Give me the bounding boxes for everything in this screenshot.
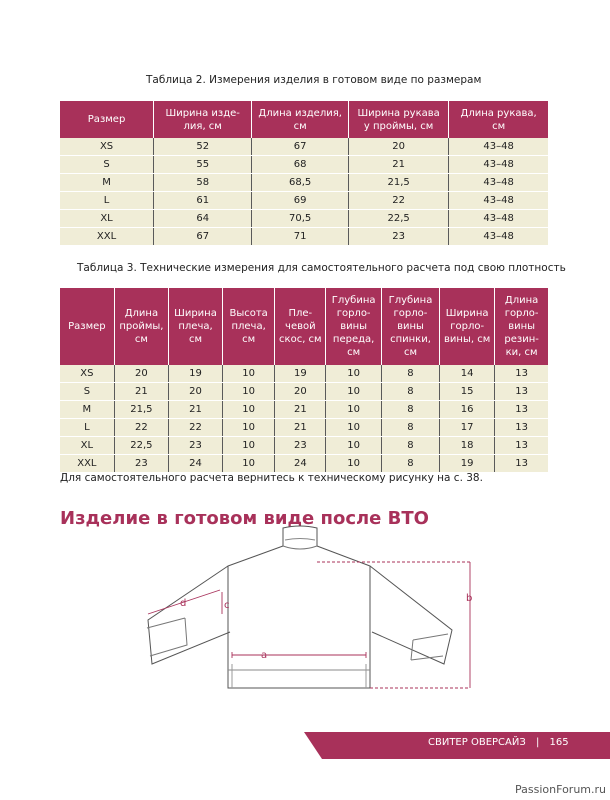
table2-cell: 43–48: [449, 156, 548, 174]
table2-cell: 23: [349, 228, 449, 246]
table3-cell: 21: [114, 383, 168, 401]
table3-cell: 17: [440, 419, 495, 437]
table2-cell: 43–48: [449, 138, 548, 156]
section-heading: Изделие в готовом виде после ВТО: [60, 508, 429, 529]
table2-cell: 67: [252, 138, 349, 156]
table3-cell: 13: [495, 437, 548, 455]
table3-cell: 10: [222, 455, 274, 473]
table2-cell: 68,5: [252, 174, 349, 192]
table3-header-cell: Глубина горло- вины переда, см: [326, 288, 382, 365]
table2-cell: M: [60, 174, 154, 192]
table2-header-cell: Размер: [60, 101, 154, 138]
table3-cell: 21: [169, 401, 223, 419]
table3-cell: 13: [495, 455, 548, 473]
footer-page-number: 165: [549, 737, 569, 748]
table3-header-cell: Длина горло- вины резин- ки, см: [495, 288, 548, 365]
table3-cell: 8: [381, 365, 439, 383]
table2-header-cell: Длина изделия, см: [252, 101, 349, 138]
footer-text: [428, 737, 569, 748]
watermark: PassionForum.ru: [515, 783, 606, 796]
footer-separator: |: [535, 737, 540, 748]
right-sleeve-outline: [370, 566, 452, 664]
table3-cell: 8: [381, 455, 439, 473]
table2-cell: 58: [154, 174, 252, 192]
table3-cell: 10: [222, 401, 274, 419]
table2-header-cell: Ширина рукава у проймы, см: [349, 101, 449, 138]
table3-cell: 13: [495, 419, 548, 437]
table3-cell: M: [60, 401, 114, 419]
table3-cell: 20: [275, 383, 326, 401]
collar-shape: [283, 526, 317, 546]
table2-cell: 70,5: [252, 210, 349, 228]
table2-cell: 67: [154, 228, 252, 246]
table2-cell: 52: [154, 138, 252, 156]
table2-cell: 22: [349, 192, 449, 210]
table3-cell: 8: [381, 383, 439, 401]
table3-cell: 13: [495, 383, 548, 401]
table2-cell: XXL: [60, 228, 154, 246]
table3-cell: 8: [381, 419, 439, 437]
table3-cell: 10: [326, 383, 382, 401]
table3-cell: XL: [60, 437, 114, 455]
table2-cell: 68: [252, 156, 349, 174]
table2-cell: XL: [60, 210, 154, 228]
table2-cell: 69: [252, 192, 349, 210]
table3-cell: 20: [169, 383, 223, 401]
table2-cell: S: [60, 156, 154, 174]
table3-cell: 16: [440, 401, 495, 419]
table3-header-cell: Длина проймы, см: [114, 288, 168, 365]
table3-header-cell: Ширина горло- вины, см: [440, 288, 495, 365]
table2-cell: 43–48: [449, 174, 548, 192]
table3-cell: 21: [275, 401, 326, 419]
table3-cell: 22: [114, 419, 168, 437]
left-sleeve-outline: [148, 566, 230, 664]
table2-cell: XS: [60, 138, 154, 156]
table3-cell: S: [60, 383, 114, 401]
table3-cell: 13: [495, 401, 548, 419]
table3-cell: 10: [222, 437, 274, 455]
table3-header-cell: Высота плеча, см: [222, 288, 274, 365]
table3-cell: 10: [222, 383, 274, 401]
table3-cell: 24: [275, 455, 326, 473]
table2-cell: L: [60, 192, 154, 210]
table3-cell: 20: [114, 365, 168, 383]
table3-cell: 10: [326, 365, 382, 383]
table3-cell: 23: [169, 437, 223, 455]
table3-cell: 22: [169, 419, 223, 437]
table2-header-cell: Ширина изде- лия, см: [154, 101, 252, 138]
table3-cell: 10: [222, 365, 274, 383]
table3-cell: 8: [381, 401, 439, 419]
table3-cell: 21,5: [114, 401, 168, 419]
table3-cell: 19: [169, 365, 223, 383]
table3-cell: 10: [326, 437, 382, 455]
table3-cell: 23: [275, 437, 326, 455]
table2-cell: 61: [154, 192, 252, 210]
table3-cell: 19: [275, 365, 326, 383]
table3-cell: 10: [326, 401, 382, 419]
sweater-body-outline: [228, 546, 370, 688]
table3-caption: Таблица 3. Технические измерения для самостоятельного расчета под свою плотность: [77, 262, 566, 274]
table3-cell: 21: [275, 419, 326, 437]
table2-caption: Таблица 2. Измерения изделия в готовом виде по размерам: [146, 74, 482, 86]
table2-cell: 71: [252, 228, 349, 246]
table3-cell: 15: [440, 383, 495, 401]
table3-cell: L: [60, 419, 114, 437]
table3-cell: 10: [326, 455, 382, 473]
label-a: a: [261, 650, 268, 661]
table2-cell: 21,5: [349, 174, 449, 192]
table3-cell: 19: [440, 455, 495, 473]
table3-header-cell: Ширина плеча, см: [169, 288, 223, 365]
label-d: d: [180, 598, 187, 609]
label-c: c: [224, 600, 230, 611]
table3-cell: 23: [114, 455, 168, 473]
table2-cell: 20: [349, 138, 449, 156]
table3-cell: XXL: [60, 455, 114, 473]
table3-header-cell: Глубина горло- вины спинки, см: [381, 288, 439, 365]
table3-header-cell: Размер: [60, 288, 114, 365]
label-b: b: [466, 593, 473, 604]
table3-cell: 18: [440, 437, 495, 455]
table2-cell: 55: [154, 156, 252, 174]
table3-header-cell: Пле- чевой скос, см: [275, 288, 326, 365]
table3-cell: 8: [381, 437, 439, 455]
table2-cell: 43–48: [449, 192, 548, 210]
table2-cell: 43–48: [449, 210, 548, 228]
table3-cell: 24: [169, 455, 223, 473]
table2-cell: 21: [349, 156, 449, 174]
table2-cell: 43–48: [449, 228, 548, 246]
table3-cell: 22,5: [114, 437, 168, 455]
table2-cell: 64: [154, 210, 252, 228]
table3-cell: 14: [440, 365, 495, 383]
table3-cell: XS: [60, 365, 114, 383]
table2-cell: 22,5: [349, 210, 449, 228]
table2-header-cell: Длина рукава, см: [449, 101, 548, 138]
note-text: Для самостоятельного расчета вернитесь к техническому рисунку на с. 38.: [60, 472, 483, 484]
footer-section: СВИТЕР ОВЕРСАЙЗ: [428, 737, 526, 748]
table3-cell: 10: [222, 419, 274, 437]
table3-cell: 13: [495, 365, 548, 383]
table3-cell: 10: [326, 419, 382, 437]
